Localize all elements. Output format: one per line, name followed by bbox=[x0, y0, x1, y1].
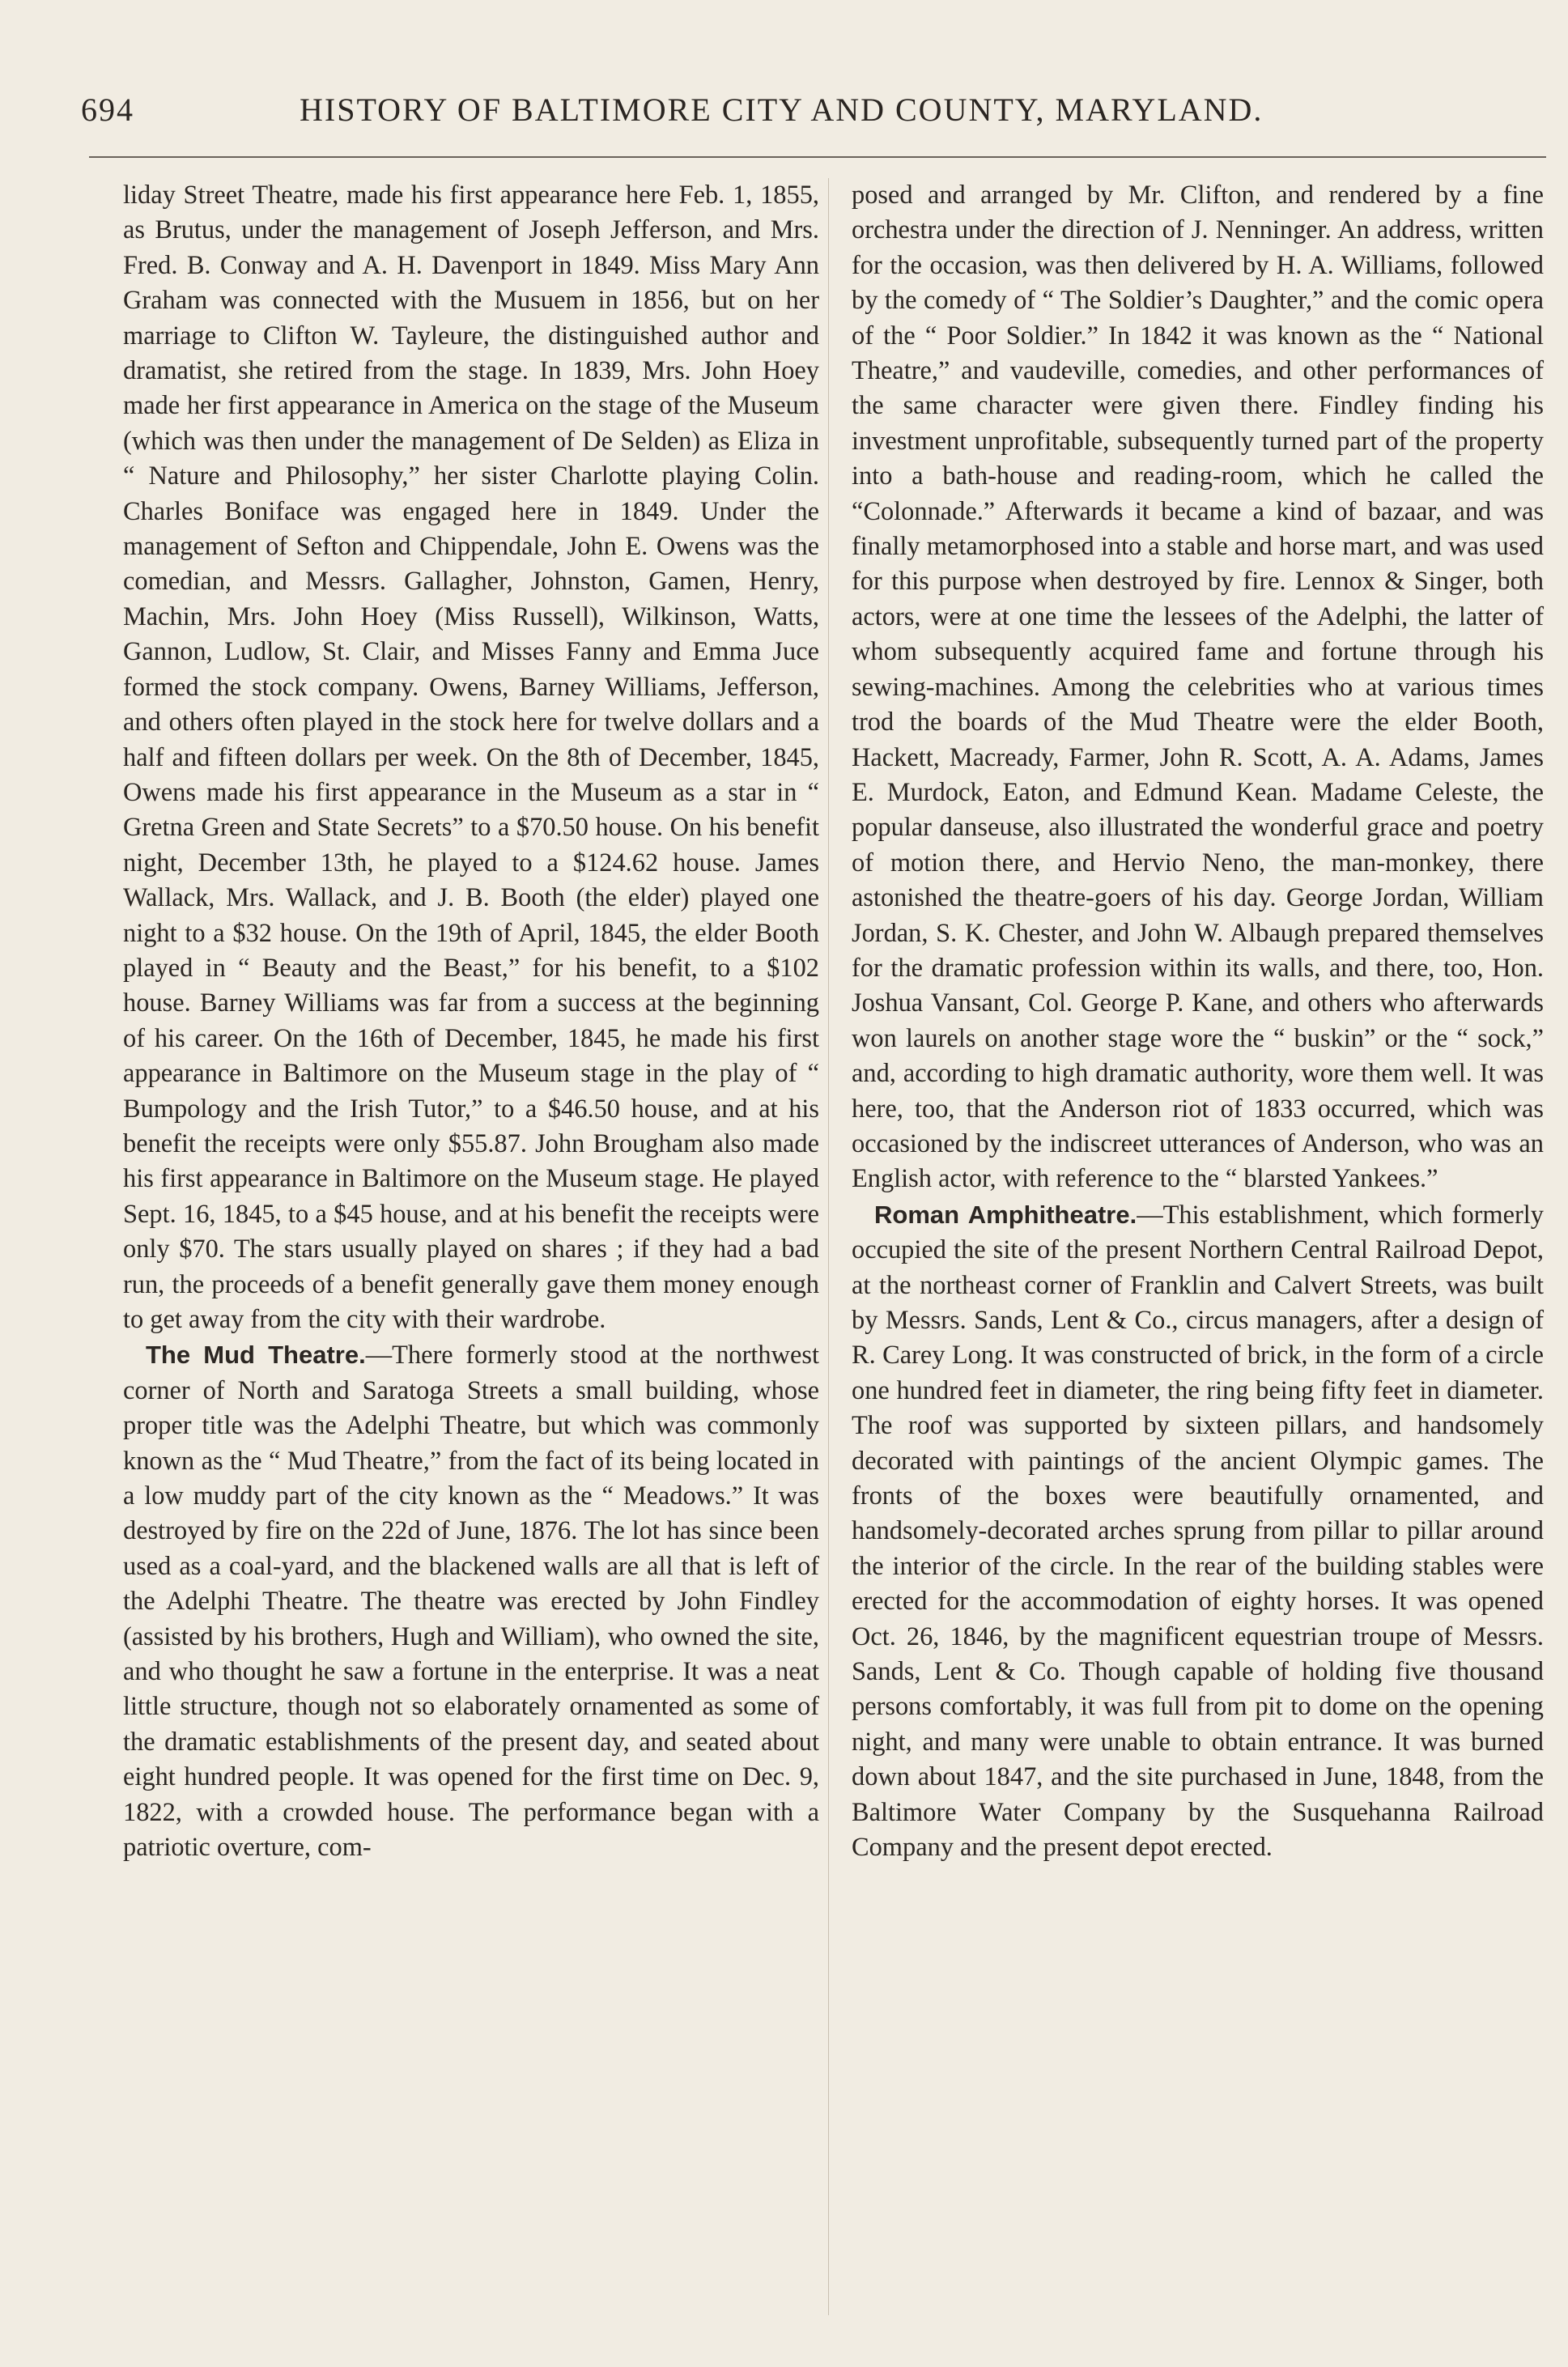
paragraph: liday Street Theatre, made his first appearance here Feb. 1, 1855, as Brutus, under the management of Joseph Jefferson, and Mrs. Fred. B. Conway and A. H. Davenport in 1849. Miss Mary Ann Graham was connected with the Musuem in 1856, but on her marriage to Clifton W. Tayleure, the distinguished author and dramatist, she retired from the stage. In 1839, Mrs. John Hoey made her first appearance in America on the stage of the Museum (which was then under the management of De Selden) as Eliza in “ Nature and Philosophy,” her sister Charlotte playing Colin. Charles Boniface was engaged here in 1849. Under the management of Sefton and Chippendale, John E. Owens was the comedian, and Messrs. Gallagher, Johnston, Gamen, Henry, Machin, Mrs. John Hoey (Miss Russell), Wilkinson, Watts, Gannon, Ludlow, St. Clair, and Misses Fanny and Emma Juce formed the stock company. Owens, Barney Williams, Jefferson, and others often played in the stock here for twelve dollars and a half and fifteen dollars per week. On the 8th of December, 1845, Owens made his first appearance in the Museum as a star in “ Gretna Green and State Secrets” to a $70.50 house. On his benefit night, December 13th, he played to a $124.62 house. James Wallack, Mrs. Wallack, and J. B. Booth (the elder) played one night to a $32 house. On the 19th of April, 1845, the elder Booth played in “ Beauty and the Beast,” for his benefit, to a $102 house. Barney Williams was far from a success at the beginning of his career. On the 16th of December, 1845, he made his first appearance in Baltimore on the Museum stage in the play of “ Bumpology and the Irish Tutor,” to a $46.50 house, and at his benefit the receipts were only $55.87. John Brougham also made his first appearance in Baltimore on the Museum stage. He played Sept. 16, 1845, to a $45 house, and at his benefit the receipts were only $70. The stars usually played on shares ; if they had a bad run, the proceeds of a benefit generally gave them money enough to get away from the city with their wardrobe. bbox=[123, 181, 819, 1334]
right-column bbox=[852, 178, 1544, 2315]
column-divider bbox=[828, 178, 829, 2315]
page-number: 694 bbox=[81, 91, 134, 128]
header-rule bbox=[89, 156, 1546, 158]
left-column bbox=[123, 178, 819, 2315]
section-text: —This establishment, which formerly occupied the site of the present Northern Central Railroad Depot, at the northeast corner of Franklin and Calvert Streets, was built by Messrs. Sands, Lent & Co., circus managers, after a design of R. Carey Long. It was constructed of brick, in the form of a circle one hundred feet in diameter, the ring being fifty feet in diameter. The roof was supported by sixteen pillars, and handsomely decorated with paintings of the ancient Olympic games. The fronts of the boxes were beautifully ornamented, and handsomely-decorated arches sprung from pillar to pillar around the interior of the circle. In the rear of the building stables were erected for the accommodation of eighty horses. It was opened Oct. 26, 1846, by the magnificent equestrian troupe of Messrs. Sands, Lent & Co. Though capable of holding five thousand persons comfortably, it was full from pit to dome on the opening night, and many were unable to obtain entrance. It was burned down about 1847, and the site purchased in June, 1848, from the Baltimore Water Company by the Susquehanna Railroad Company and the present depot erected. bbox=[852, 1200, 1544, 1863]
paragraph: posed and arranged by Mr. Clifton, and rendered by a fine orchestra under the direction of J. Nenninger. An address, written for the occasion, was then delivered by H. A. Williams, followed by the comedy of “ The Soldier’s Daughter,” and the comic opera of the “ Poor Soldier.” In 1842 it was known as the “ National Theatre,” and vaudeville, comedies, and other performances of the same character were given there. Findley finding his investment unprofitable, subsequently turned part of the property into a bath-house and reading-room, which he called the “Colonnade.” Afterwards it became a kind of bazaar, and was finally metamorphosed into a stable and horse mart, and was used for this purpose when destroyed by fire. Lennox & Singer, both actors, were at one time the lessees of the Adelphi, the latter of whom subsequently acquired fame and fortune through his sewing-machines. Among the celebrities who at various times trod the boards of the Mud Theatre were the elder Booth, Hackett, Macready, Farmer, John R. Scott, A. A. Adams, James E. Murdock, Eaton, and Edmund Kean. Madame Celeste, the popular danseuse, also illustrated the wonderful grace and poetry of motion there, and Hervio Neno, the man-monkey, there astonished the theatre-goers of his day. George Jordan, William Jordan, S. K. Chester, and John W. Albaugh prepared themselves for the dramatic profession within its walls, and there, too, Hon. Joshua Vansant, Col. George P. Kane, and others who afterwards won laurels on another stage wore the “ buskin” or the “ sock,” and, according to high dramatic authority, wore them well. It was here, too, that the Anderson riot of 1833 occurred, which was occasioned by the indiscreet utterances of Anderson, who was an English actor, with reference to the “ blarsted Yankees.” bbox=[852, 181, 1544, 1194]
running-head: HISTORY OF BALTIMORE CITY AND COUNTY, MARYLAND. bbox=[300, 91, 1264, 128]
section-paragraph-mud-theatre bbox=[123, 1337, 819, 1865]
section-text: —There formerly stood at the northwest corner of North and Saratoga Streets a small building, whose proper title was the Adelphi Theatre, but which was commonly known as the “ Mud Theatre,” from the fact of its being located in a low muddy part of the city known as the “ Meadows.” It was destroyed by fire on the 22d of June, 1876. The lot has since been used as a coal-yard, and the blackened walls are all that is left of the Adelphi Theatre. The theatre was erected by John Findley (assisted by his brothers, Hugh and William), who owned the site, and who thought he saw a fortune in the enterprise. It was a neat little structure, though not so elaborately ornamented as some of the dramatic establishments of the present day, and seated about eight hundred people. It was opened for the first time on Dec. 9, 1822, with a crowded house. The performance began with a patriotic overture, com- bbox=[123, 1341, 819, 1863]
section-title: The Mud Theatre. bbox=[146, 1341, 366, 1370]
section-title: Roman Amphitheatre. bbox=[874, 1200, 1137, 1229]
page-header bbox=[81, 91, 1538, 139]
section-paragraph-roman-amphitheatre bbox=[852, 1197, 1544, 1866]
